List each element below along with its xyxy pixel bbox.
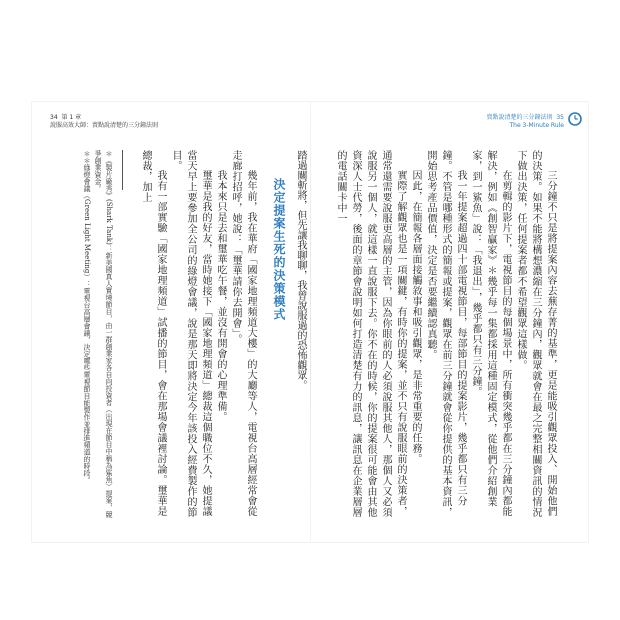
footnote: ＊《製片廠秀》(Shark Tank)：新美國真人實境節目，由一群創業家各自向投資者（出現在節目中稱為鯊魚）提案，競爭創業資金。 <box>94 150 113 518</box>
right-running-subtitle: The 3-Minute Rule <box>509 122 564 129</box>
left-page-number: 34 <box>50 114 58 121</box>
paragraph: 我本來只是去和璽華吃午餐，並沒有開會的心理準備。 <box>215 170 226 422</box>
book-spread <box>32 102 588 542</box>
footnote-rule <box>122 150 123 190</box>
footnotes <box>74 150 114 522</box>
paragraph: 三分鐘不只是將提案內容去蕪存菁的基準，更是能吸引觀眾投入、開始他們的決策。如果不能將構想濃縮在三分鐘內，觀眾就會在最之完整相關資訊的情況下做出決策，任何提案者都不希望觀眾這樣做。 <box>515 150 556 518</box>
clock-icon <box>568 112 582 126</box>
right-running-title: 賣點說清楚的三分鐘法則 <box>486 114 553 121</box>
paragraph: 在剪輯的影片下，電視節目的每個場景中，所有衝突幾乎都在三分鐘內都能解決，例如《創智贏家》＊幾乎每一集都採用這種固定模式，從他們介紹創業家，到一鯊魚」說：「我退出」，幾乎都只有三分鐘。 <box>470 150 511 517</box>
paragraph: 璽華是我的好友，當時她接下「國家地理頻道」總裁這個職位不久，她提議當天早上要參加全公司的綠燈會議，說是那天即將決定今年該投入經費製作的節目。 <box>170 150 211 518</box>
paragraph: 我一年提案超過四十部電視節目，每部節目的提案影片，幾乎都只有三分鐘。不管是哪種形式的簡報或提案，觀眾在前三分鐘就會從你提供的基本資訊，開始思考產品價值，決定是否要繼續認真聽。 <box>425 150 466 518</box>
left-page-intro <box>293 150 308 400</box>
paragraph: 實際了解觀眾也是一項關鍵，有時你的提案，並不只有說服眼前的決策者，通常還需要說服更高層的主管，因為你眼前的人必須說服其他人，那個人又必須說服另一個人，就這樣一直說服下去。你不在的時候，你的提案很可能會由其他資深人士代勞，後面的章節會說明如何打造清楚有力的訊息，讓訊息在企業層層的電話關卡中一 <box>335 150 406 518</box>
paragraph: 踏過關斬將，但先讓我聊聊，我曾說服過的恐怖觀眾。 <box>295 150 306 390</box>
right-page-number: 35 <box>556 114 564 121</box>
paragraph: 我有一部實驗「國家地理頻道」試播的節目，會在那場會議裡討論。璽華是總裁，加上 <box>140 150 166 517</box>
paragraph: 幾年前，我在華府「國家地理頻道大樓」的大廳等人，電視台高層經常會從走廊打招呼，她說：「璽華請你去開會」。 <box>230 150 256 517</box>
footnote: ＊＊綠燈會議（Green Light Meeting）：電視台高層會議，決定哪些電視節目能製作並排進頻道的時段。 <box>83 150 91 484</box>
right-running-head <box>487 114 564 130</box>
left-chapter-label: 第 1 章 <box>61 114 82 121</box>
book-gutter <box>310 102 311 542</box>
left-page-body <box>130 150 258 522</box>
right-page-body <box>335 150 558 522</box>
left-running-head <box>50 114 158 130</box>
section-heading: 決定提案生死的決策模式 <box>272 178 286 321</box>
left-running-title: 說服高效大師：賣點說清楚的三分鐘法則 <box>50 122 159 129</box>
paragraph: 因此，在簡報各層面接觸敘事和吸引觀眾，是非常重要的任務。 <box>410 170 421 464</box>
